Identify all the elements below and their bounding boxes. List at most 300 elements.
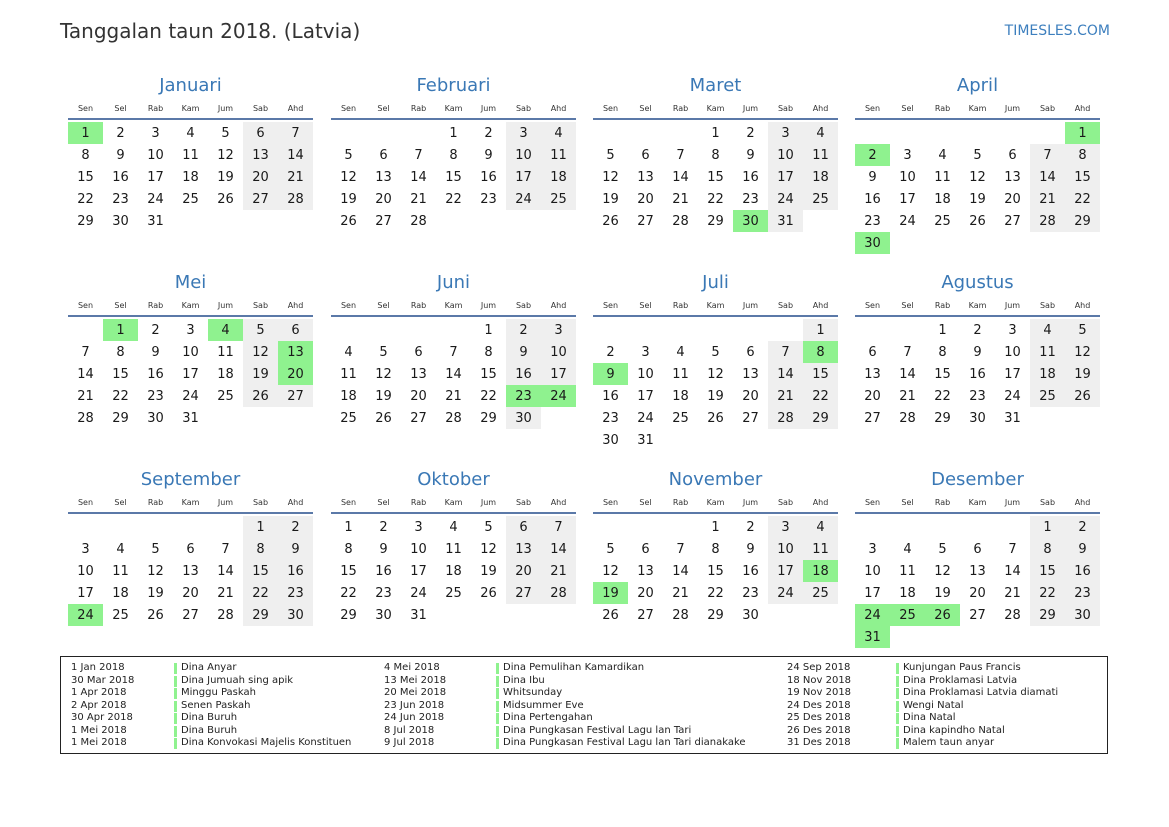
day-cell[interactable]: 10 (541, 341, 576, 363)
day-cell[interactable]: 21 (899, 388, 916, 404)
day-cell[interactable]: 19 (969, 191, 986, 207)
day-cell[interactable]: 10 (182, 344, 199, 360)
holiday-cell[interactable]: 23 (506, 385, 541, 407)
day-cell[interactable]: 17 (541, 363, 576, 385)
day-cell[interactable]: 6 (278, 319, 313, 341)
day-cell[interactable]: 25 (182, 191, 199, 207)
day-cell[interactable]: 20 (182, 585, 199, 601)
day-cell[interactable]: 3 (641, 344, 650, 360)
day-cell[interactable]: 25 (445, 585, 462, 601)
day-cell[interactable]: 15 (480, 366, 497, 382)
day-cell[interactable]: 23 (742, 191, 759, 207)
day-cell[interactable]: 10 (768, 538, 803, 560)
day-cell[interactable]: 7 (903, 344, 912, 360)
day-cell[interactable]: 5 (1065, 319, 1100, 341)
day-cell[interactable]: 1 (803, 319, 838, 341)
day-cell[interactable]: 1 (1030, 516, 1065, 538)
day-cell[interactable]: 22 (480, 388, 497, 404)
day-cell[interactable]: 24 (506, 188, 541, 210)
day-cell[interactable]: 17 (637, 388, 654, 404)
day-cell[interactable]: 4 (803, 516, 838, 538)
day-cell[interactable]: 5 (484, 519, 493, 535)
day-cell[interactable]: 22 (77, 191, 94, 207)
day-cell[interactable]: 31 (147, 213, 164, 229)
day-cell[interactable]: 21 (445, 388, 462, 404)
day-cell[interactable]: 10 (768, 144, 803, 166)
day-cell[interactable]: 16 (375, 563, 392, 579)
day-cell[interactable]: 28 (541, 582, 576, 604)
day-cell[interactable]: 2 (278, 516, 313, 538)
day-cell[interactable]: 31 (182, 410, 199, 426)
day-cell[interactable]: 26 (147, 607, 164, 623)
day-cell[interactable]: 28 (768, 407, 803, 429)
day-cell[interactable]: 23 (742, 585, 759, 601)
day-cell[interactable]: 28 (1030, 210, 1065, 232)
day-cell[interactable]: 28 (899, 410, 916, 426)
day-cell[interactable]: 4 (116, 541, 125, 557)
day-cell[interactable]: 19 (602, 191, 619, 207)
day-cell[interactable]: 3 (151, 125, 160, 141)
day-cell[interactable]: 8 (1065, 144, 1100, 166)
day-cell[interactable]: 25 (803, 188, 838, 210)
day-cell[interactable]: 21 (278, 166, 313, 188)
day-cell[interactable]: 11 (340, 366, 357, 382)
holiday-cell[interactable]: 9 (593, 363, 628, 385)
day-cell[interactable]: 9 (868, 169, 877, 185)
day-cell[interactable]: 27 (243, 188, 278, 210)
day-cell[interactable]: 30 (147, 410, 164, 426)
day-cell[interactable]: 20 (506, 560, 541, 582)
day-cell[interactable]: 27 (1004, 213, 1021, 229)
day-cell[interactable]: 28 (77, 410, 94, 426)
day-cell[interactable]: 14 (445, 366, 462, 382)
holiday-cell[interactable]: 1 (1065, 122, 1100, 144)
day-cell[interactable]: 6 (506, 516, 541, 538)
day-cell[interactable]: 26 (969, 213, 986, 229)
day-cell[interactable]: 13 (637, 169, 654, 185)
day-cell[interactable]: 26 (217, 191, 234, 207)
day-cell[interactable]: 7 (541, 516, 576, 538)
day-cell[interactable]: 3 (1008, 322, 1017, 338)
day-cell[interactable]: 19 (707, 388, 724, 404)
day-cell[interactable]: 21 (1030, 188, 1065, 210)
day-cell[interactable]: 19 (243, 363, 278, 385)
day-cell[interactable]: 21 (768, 385, 803, 407)
day-cell[interactable]: 7 (414, 147, 423, 163)
day-cell[interactable]: 24 (768, 188, 803, 210)
day-cell[interactable]: 17 (768, 560, 803, 582)
day-cell[interactable]: 15 (445, 169, 462, 185)
day-cell[interactable]: 20 (742, 388, 759, 404)
day-cell[interactable]: 22 (707, 191, 724, 207)
day-cell[interactable]: 5 (938, 541, 947, 557)
day-cell[interactable]: 2 (379, 519, 388, 535)
day-cell[interactable]: 2 (484, 125, 493, 141)
holiday-cell[interactable]: 30 (733, 210, 768, 232)
day-cell[interactable]: 30 (969, 410, 986, 426)
day-cell[interactable]: 29 (112, 410, 129, 426)
day-cell[interactable]: 28 (217, 607, 234, 623)
day-cell[interactable]: 27 (742, 410, 759, 426)
day-cell[interactable]: 13 (1004, 169, 1021, 185)
day-cell[interactable]: 19 (340, 191, 357, 207)
day-cell[interactable]: 26 (707, 410, 724, 426)
day-cell[interactable]: 2 (606, 344, 615, 360)
day-cell[interactable]: 1 (243, 516, 278, 538)
holiday-cell[interactable]: 19 (593, 582, 628, 604)
day-cell[interactable]: 28 (1004, 607, 1021, 623)
day-cell[interactable]: 4 (903, 541, 912, 557)
day-cell[interactable]: 4 (803, 122, 838, 144)
day-cell[interactable]: 20 (1004, 191, 1021, 207)
day-cell[interactable]: 29 (803, 407, 838, 429)
day-cell[interactable]: 4 (449, 519, 458, 535)
day-cell[interactable]: 11 (803, 538, 838, 560)
day-cell[interactable]: 13 (506, 538, 541, 560)
day-cell[interactable]: 6 (243, 122, 278, 144)
day-cell[interactable]: 12 (969, 169, 986, 185)
day-cell[interactable]: 1 (344, 519, 353, 535)
brand-link[interactable]: TIMESLES.COM (1004, 23, 1110, 39)
day-cell[interactable]: 26 (602, 607, 619, 623)
day-cell[interactable]: 31 (768, 210, 803, 232)
day-cell[interactable]: 24 (637, 410, 654, 426)
day-cell[interactable]: 20 (864, 388, 881, 404)
day-cell[interactable]: 8 (243, 538, 278, 560)
day-cell[interactable]: 16 (480, 169, 497, 185)
day-cell[interactable]: 14 (899, 366, 916, 382)
day-cell[interactable]: 20 (410, 388, 427, 404)
day-cell[interactable]: 5 (606, 541, 615, 557)
day-cell[interactable]: 14 (278, 144, 313, 166)
day-cell[interactable]: 12 (340, 169, 357, 185)
day-cell[interactable]: 8 (449, 147, 458, 163)
day-cell[interactable]: 24 (147, 191, 164, 207)
day-cell[interactable]: 26 (375, 410, 392, 426)
day-cell[interactable]: 14 (672, 563, 689, 579)
day-cell[interactable]: 27 (506, 582, 541, 604)
day-cell[interactable]: 17 (410, 563, 427, 579)
day-cell[interactable]: 22 (445, 191, 462, 207)
day-cell[interactable]: 14 (410, 169, 427, 185)
day-cell[interactable]: 3 (414, 519, 423, 535)
day-cell[interactable]: 3 (506, 122, 541, 144)
day-cell[interactable]: 8 (484, 344, 493, 360)
day-cell[interactable]: 19 (217, 169, 234, 185)
day-cell[interactable]: 27 (637, 607, 654, 623)
day-cell[interactable]: 16 (969, 366, 986, 382)
day-cell[interactable]: 10 (147, 147, 164, 163)
day-cell[interactable]: 12 (480, 541, 497, 557)
day-cell[interactable]: 27 (410, 410, 427, 426)
day-cell[interactable]: 14 (77, 366, 94, 382)
day-cell[interactable]: 17 (182, 366, 199, 382)
day-cell[interactable]: 2 (746, 519, 755, 535)
day-cell[interactable]: 17 (899, 191, 916, 207)
day-cell[interactable]: 21 (672, 191, 689, 207)
day-cell[interactable]: 17 (1004, 366, 1021, 382)
day-cell[interactable]: 19 (1065, 363, 1100, 385)
day-cell[interactable]: 8 (344, 541, 353, 557)
day-cell[interactable]: 23 (112, 191, 129, 207)
day-cell[interactable]: 28 (672, 607, 689, 623)
day-cell[interactable]: 30 (602, 432, 619, 448)
day-cell[interactable]: 2 (151, 322, 160, 338)
day-cell[interactable]: 6 (1008, 147, 1017, 163)
day-cell[interactable]: 10 (410, 541, 427, 557)
day-cell[interactable]: 27 (278, 385, 313, 407)
day-cell[interactable]: 13 (637, 563, 654, 579)
day-cell[interactable]: 21 (672, 585, 689, 601)
day-cell[interactable]: 7 (1008, 541, 1017, 557)
day-cell[interactable]: 23 (1065, 582, 1100, 604)
day-cell[interactable]: 5 (151, 541, 160, 557)
day-cell[interactable]: 2 (973, 322, 982, 338)
day-cell[interactable]: 19 (375, 388, 392, 404)
day-cell[interactable]: 17 (768, 166, 803, 188)
day-cell[interactable]: 30 (742, 607, 759, 623)
holiday-cell[interactable]: 2 (855, 144, 890, 166)
day-cell[interactable]: 22 (707, 585, 724, 601)
day-cell[interactable]: 18 (541, 166, 576, 188)
day-cell[interactable]: 3 (541, 319, 576, 341)
day-cell[interactable]: 7 (1030, 144, 1065, 166)
day-cell[interactable]: 13 (375, 169, 392, 185)
day-cell[interactable]: 9 (151, 344, 160, 360)
holiday-cell[interactable]: 1 (103, 319, 138, 341)
day-cell[interactable]: 9 (1065, 538, 1100, 560)
day-cell[interactable]: 15 (1030, 560, 1065, 582)
day-cell[interactable]: 25 (217, 388, 234, 404)
day-cell[interactable]: 9 (973, 344, 982, 360)
day-cell[interactable]: 12 (375, 366, 392, 382)
day-cell[interactable]: 7 (278, 122, 313, 144)
day-cell[interactable]: 18 (217, 366, 234, 382)
holiday-cell[interactable]: 31 (855, 626, 890, 648)
day-cell[interactable]: 27 (182, 607, 199, 623)
day-cell[interactable]: 1 (449, 125, 458, 141)
day-cell[interactable]: 15 (340, 563, 357, 579)
day-cell[interactable]: 1 (484, 322, 493, 338)
day-cell[interactable]: 10 (637, 366, 654, 382)
holiday-cell[interactable]: 4 (208, 319, 243, 341)
day-cell[interactable]: 16 (506, 363, 541, 385)
holiday-cell[interactable]: 25 (890, 604, 925, 626)
day-cell[interactable]: 28 (410, 213, 427, 229)
holiday-cell[interactable]: 24 (855, 604, 890, 626)
day-cell[interactable]: 12 (147, 563, 164, 579)
day-cell[interactable]: 7 (768, 341, 803, 363)
day-cell[interactable]: 9 (746, 147, 755, 163)
day-cell[interactable]: 25 (934, 213, 951, 229)
day-cell[interactable]: 30 (506, 407, 541, 429)
day-cell[interactable]: 5 (221, 125, 230, 141)
day-cell[interactable]: 26 (340, 213, 357, 229)
day-cell[interactable]: 29 (480, 410, 497, 426)
day-cell[interactable]: 10 (899, 169, 916, 185)
day-cell[interactable]: 29 (77, 213, 94, 229)
day-cell[interactable]: 16 (864, 191, 881, 207)
day-cell[interactable]: 8 (711, 147, 720, 163)
day-cell[interactable]: 16 (742, 563, 759, 579)
day-cell[interactable]: 11 (899, 563, 916, 579)
day-cell[interactable]: 13 (969, 563, 986, 579)
day-cell[interactable]: 27 (864, 410, 881, 426)
day-cell[interactable]: 12 (934, 563, 951, 579)
day-cell[interactable]: 20 (243, 166, 278, 188)
day-cell[interactable]: 8 (1030, 538, 1065, 560)
holiday-cell[interactable]: 20 (278, 363, 313, 385)
day-cell[interactable]: 13 (243, 144, 278, 166)
day-cell[interactable]: 6 (868, 344, 877, 360)
day-cell[interactable]: 29 (243, 604, 278, 626)
day-cell[interactable]: 23 (375, 585, 392, 601)
day-cell[interactable]: 23 (864, 213, 881, 229)
day-cell[interactable]: 13 (410, 366, 427, 382)
day-cell[interactable]: 4 (186, 125, 195, 141)
day-cell[interactable]: 17 (864, 585, 881, 601)
day-cell[interactable]: 30 (278, 604, 313, 626)
day-cell[interactable]: 11 (182, 147, 199, 163)
day-cell[interactable]: 24 (182, 388, 199, 404)
day-cell[interactable]: 21 (1004, 585, 1021, 601)
day-cell[interactable]: 23 (602, 410, 619, 426)
day-cell[interactable]: 16 (602, 388, 619, 404)
holiday-cell[interactable]: 24 (68, 604, 103, 626)
day-cell[interactable]: 17 (77, 585, 94, 601)
day-cell[interactable]: 29 (934, 410, 951, 426)
day-cell[interactable]: 9 (116, 147, 125, 163)
day-cell[interactable]: 11 (672, 366, 689, 382)
day-cell[interactable]: 12 (243, 341, 278, 363)
day-cell[interactable]: 5 (379, 344, 388, 360)
day-cell[interactable]: 26 (480, 585, 497, 601)
day-cell[interactable]: 3 (768, 122, 803, 144)
day-cell[interactable]: 30 (112, 213, 129, 229)
day-cell[interactable]: 25 (541, 188, 576, 210)
day-cell[interactable]: 11 (934, 169, 951, 185)
holiday-cell[interactable]: 30 (855, 232, 890, 254)
day-cell[interactable]: 17 (147, 169, 164, 185)
day-cell[interactable]: 16 (112, 169, 129, 185)
day-cell[interactable]: 8 (711, 541, 720, 557)
day-cell[interactable]: 26 (1065, 385, 1100, 407)
day-cell[interactable]: 2 (116, 125, 125, 141)
day-cell[interactable]: 25 (112, 607, 129, 623)
day-cell[interactable]: 21 (77, 388, 94, 404)
day-cell[interactable]: 8 (116, 344, 125, 360)
day-cell[interactable]: 14 (1030, 166, 1065, 188)
day-cell[interactable]: 29 (707, 607, 724, 623)
day-cell[interactable]: 6 (973, 541, 982, 557)
day-cell[interactable]: 18 (1030, 363, 1065, 385)
day-cell[interactable]: 14 (768, 363, 803, 385)
day-cell[interactable]: 6 (641, 541, 650, 557)
day-cell[interactable]: 31 (1004, 410, 1021, 426)
day-cell[interactable]: 24 (768, 582, 803, 604)
day-cell[interactable]: 8 (938, 344, 947, 360)
day-cell[interactable]: 27 (637, 213, 654, 229)
day-cell[interactable]: 6 (186, 541, 195, 557)
day-cell[interactable]: 7 (676, 147, 685, 163)
day-cell[interactable]: 15 (934, 366, 951, 382)
day-cell[interactable]: 6 (414, 344, 423, 360)
day-cell[interactable]: 21 (541, 560, 576, 582)
day-cell[interactable]: 23 (147, 388, 164, 404)
day-cell[interactable]: 11 (112, 563, 129, 579)
day-cell[interactable]: 18 (803, 166, 838, 188)
day-cell[interactable]: 15 (707, 169, 724, 185)
day-cell[interactable]: 9 (278, 538, 313, 560)
day-cell[interactable]: 14 (1004, 563, 1021, 579)
day-cell[interactable]: 24 (410, 585, 427, 601)
day-cell[interactable]: 27 (375, 213, 392, 229)
day-cell[interactable]: 16 (147, 366, 164, 382)
day-cell[interactable]: 25 (803, 582, 838, 604)
day-cell[interactable]: 14 (541, 538, 576, 560)
day-cell[interactable]: 20 (637, 191, 654, 207)
day-cell[interactable]: 16 (1065, 560, 1100, 582)
day-cell[interactable]: 18 (672, 388, 689, 404)
day-cell[interactable]: 23 (480, 191, 497, 207)
day-cell[interactable]: 12 (602, 563, 619, 579)
day-cell[interactable]: 22 (112, 388, 129, 404)
day-cell[interactable]: 22 (934, 388, 951, 404)
day-cell[interactable]: 3 (768, 516, 803, 538)
day-cell[interactable]: 5 (243, 319, 278, 341)
day-cell[interactable]: 4 (676, 344, 685, 360)
day-cell[interactable]: 2 (506, 319, 541, 341)
day-cell[interactable]: 22 (243, 582, 278, 604)
day-cell[interactable]: 2 (746, 125, 755, 141)
day-cell[interactable]: 20 (637, 585, 654, 601)
day-cell[interactable]: 11 (803, 144, 838, 166)
day-cell[interactable]: 4 (1030, 319, 1065, 341)
day-cell[interactable]: 13 (182, 563, 199, 579)
day-cell[interactable]: 7 (676, 541, 685, 557)
day-cell[interactable]: 9 (506, 341, 541, 363)
day-cell[interactable]: 3 (81, 541, 90, 557)
day-cell[interactable]: 14 (672, 169, 689, 185)
day-cell[interactable]: 9 (484, 147, 493, 163)
day-cell[interactable]: 25 (1030, 385, 1065, 407)
day-cell[interactable]: 15 (112, 366, 129, 382)
day-cell[interactable]: 12 (602, 169, 619, 185)
holiday-cell[interactable]: 26 (925, 604, 960, 626)
day-cell[interactable]: 1 (711, 125, 720, 141)
day-cell[interactable]: 11 (217, 344, 234, 360)
day-cell[interactable]: 24 (899, 213, 916, 229)
day-cell[interactable]: 23 (969, 388, 986, 404)
day-cell[interactable]: 2 (1065, 516, 1100, 538)
day-cell[interactable]: 15 (803, 363, 838, 385)
day-cell[interactable]: 7 (81, 344, 90, 360)
day-cell[interactable]: 25 (340, 410, 357, 426)
day-cell[interactable]: 5 (973, 147, 982, 163)
day-cell[interactable]: 10 (77, 563, 94, 579)
day-cell[interactable]: 29 (1030, 604, 1065, 626)
day-cell[interactable]: 26 (602, 213, 619, 229)
day-cell[interactable]: 5 (344, 147, 353, 163)
day-cell[interactable]: 6 (746, 344, 755, 360)
day-cell[interactable]: 15 (77, 169, 94, 185)
day-cell[interactable]: 18 (934, 191, 951, 207)
holiday-cell[interactable]: 8 (803, 341, 838, 363)
day-cell[interactable]: 4 (344, 344, 353, 360)
day-cell[interactable]: 13 (742, 366, 759, 382)
day-cell[interactable]: 14 (217, 563, 234, 579)
day-cell[interactable]: 6 (641, 147, 650, 163)
